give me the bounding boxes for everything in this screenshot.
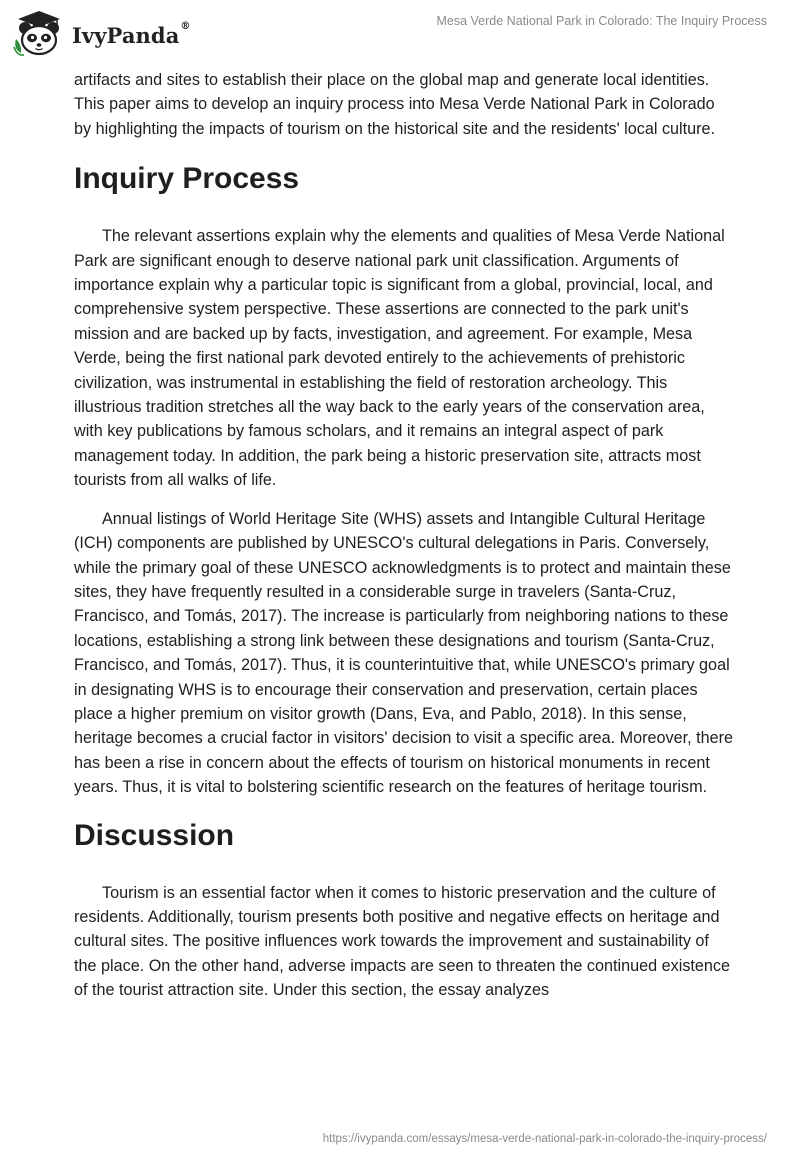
panda-graduate-icon (13, 9, 65, 59)
heading-inquiry-process: Inquiry Process (74, 162, 300, 196)
ivypanda-logo[interactable] (13, 9, 191, 59)
body-paragraph: Annual listings of World Heritage Site (WHS) assets and Intangible Cultural Heritage (ICH) components are published by UNESCO's cultural delegations in Paris. Conversely, while the primary goal of these UNESCO acknowledgments is to protect and maintain these sites, they have frequently resulted in a considerable surge in travelers (Santa-Cruz, Francisco, and Tomás, 2017). The increase is particularly from neighboring nations to these locations, establishing a strong link between these designations and tourism (Santa-Cruz, Francisco, and Tomás, 2017). Thus, it is counterintuitive that, while UNESCO's primary goal in designating WHS is to encourage their conservation and preservation, certain places place a higher premium on visitor growth (Dans, Eva, and Pablo, 2018). In this sense, heritage becomes a crucial factor in visitors' decision to visit a specific area. Moreover, there has been a rise in concern about the effects of tourism on historical monuments in recent years. Thus, it is vital to bolstering scientific research on the features of heritage tourism. (74, 509, 733, 797)
essay-body (74, 68, 734, 1003)
document-title: Mesa Verde National Park in Colorado: The Inquiry Process (436, 14, 767, 28)
intro-paragraph: artifacts and sites to establish their place on the global map and generate local identities. This paper aims to develop an inquiry process into Mesa Verde National Park in Colorado by highlighting the impacts of tourism on the historical site and the residents' local culture. (74, 71, 716, 138)
registered-mark: ® (180, 20, 191, 32)
page-header (0, 0, 800, 70)
body-paragraph: Tourism is an essential factor when it comes to historic preservation and the culture of residents. Additionally, tourism presents both positive and negative effects on heritage and cultural sites. The positive influences work towards the improvement and sustainability of the place. On the other hand, adverse impacts are seen to threaten the continued existence of the tourist attraction site. Under this section, the essay analyzes (74, 883, 731, 1000)
source-url[interactable]: https://ivypanda.com/essays/mesa-verde-national-park-in-colorado-the-inquiry-process/ (322, 1133, 767, 1145)
heading-discussion: Discussion (74, 818, 235, 852)
body-paragraph: The relevant assertions explain why the elements and qualities of Mesa Verde National Park are significant enough to deserve national park unit classification. Arguments of importance explain why a particular topic is significant from a global, provincial, local, and comprehensive system perspective. These assertions are connected to the park unit's mission and are backed up by facts, investigation, and agreement. For example, Mesa Verde, being the first national park devoted entirely to the achievements of prehistoric civilization, was instrumental in establishing the field of restoration archeology. This illustrious tradition stretches all the way back to the early years of the conservation area, with key publications by famous scholars, and it remains an integral aspect of park management today. In addition, the park being a historic preservation site, attracts most tourists from all walks of life. (74, 227, 725, 490)
brand-name: IvyPanda® (72, 20, 191, 48)
